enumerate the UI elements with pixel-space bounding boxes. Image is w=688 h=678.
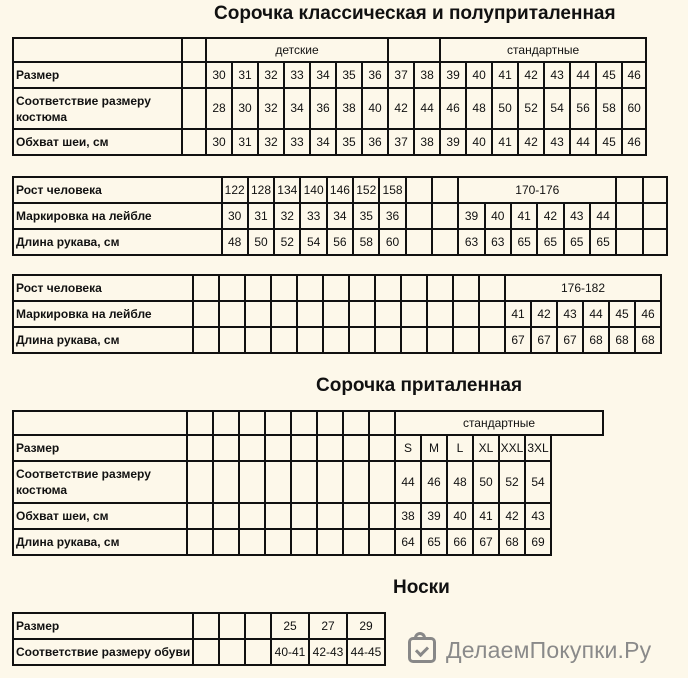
cell: 35	[336, 129, 362, 155]
empty-cell	[343, 503, 369, 529]
empty-cell	[388, 38, 440, 62]
empty-cell	[265, 529, 291, 555]
cell: 40	[485, 203, 511, 229]
row-label-size: Размер	[13, 435, 187, 461]
cell: 45	[609, 301, 635, 327]
cell: 64	[395, 529, 421, 555]
cell: 42	[537, 203, 563, 229]
cell: 44-45	[347, 639, 385, 665]
cell: 34	[310, 62, 336, 88]
cell: 54	[525, 461, 551, 503]
title-socks: Носки	[393, 577, 450, 598]
cell-height-range: 176-182	[505, 275, 661, 301]
empty-cell	[427, 275, 453, 301]
empty-cell	[343, 461, 369, 503]
empty-cell	[239, 461, 265, 503]
cell: 36	[362, 62, 388, 88]
empty-cell	[193, 327, 219, 353]
cell: 31	[248, 203, 274, 229]
cell	[432, 177, 458, 203]
empty-cell	[643, 177, 667, 203]
cell: 50	[492, 88, 518, 129]
cell: 44	[570, 129, 596, 155]
cell: 54	[544, 88, 570, 129]
watermark	[408, 632, 651, 668]
cell: 48	[447, 461, 473, 503]
group-header-standard: стандартные	[440, 38, 646, 62]
cell: 39	[458, 203, 484, 229]
empty-cell	[245, 301, 271, 327]
cell: 32	[258, 62, 284, 88]
cell: 36	[362, 129, 388, 155]
cell: 35	[353, 203, 379, 229]
empty-cell	[401, 275, 427, 301]
cell: 41	[492, 129, 518, 155]
empty-cell	[479, 327, 505, 353]
empty-cell	[239, 529, 265, 555]
height-sleeve-table-1	[12, 176, 668, 256]
cell: 31	[232, 62, 258, 88]
empty-cell	[245, 275, 271, 301]
empty-cell	[291, 411, 317, 435]
row-label-neck: Обхват шеи, см	[13, 503, 187, 529]
cell: 66	[447, 529, 473, 555]
cell: 67	[473, 529, 499, 555]
cell: 34	[310, 129, 336, 155]
empty-cell	[182, 62, 206, 88]
cell	[432, 229, 458, 255]
empty-cell	[193, 275, 219, 301]
empty-cell	[291, 461, 317, 503]
empty-cell	[349, 275, 375, 301]
empty-cell	[343, 435, 369, 461]
cell: 140	[300, 177, 326, 203]
empty-cell	[219, 613, 245, 639]
row-label-size: Размер	[13, 613, 193, 639]
empty-cell	[219, 275, 245, 301]
cell	[643, 229, 667, 255]
cell: 134	[274, 177, 300, 203]
fitted-shirt-size-table	[12, 410, 630, 556]
cell: 56	[327, 229, 353, 255]
cell: 46	[635, 301, 661, 327]
empty-cell	[375, 301, 401, 327]
empty-cell	[271, 275, 297, 301]
empty-cell	[317, 503, 343, 529]
cell: 41	[511, 203, 537, 229]
cell: 42	[388, 88, 414, 129]
cell: 37	[388, 62, 414, 88]
cell-height-range: 170-176	[458, 177, 616, 203]
cell: 40-41	[271, 639, 309, 665]
cell: 58	[353, 229, 379, 255]
empty-cell	[317, 461, 343, 503]
empty-cell	[193, 301, 219, 327]
cell: 67	[505, 327, 531, 353]
cell: 42	[518, 129, 544, 155]
empty-cell	[13, 38, 182, 62]
cell: 30	[222, 203, 248, 229]
cell: 67	[557, 327, 583, 353]
row-label-height: Рост человека	[13, 275, 193, 301]
cell: 30	[206, 129, 232, 155]
cell: 58	[596, 88, 622, 129]
empty-cell	[239, 411, 265, 435]
cell: 38	[336, 88, 362, 129]
cell: 46	[622, 62, 646, 88]
cell: 44	[570, 62, 596, 88]
empty-cell	[265, 461, 291, 503]
empty-cell	[369, 411, 395, 435]
empty-cell	[427, 327, 453, 353]
cell: 39	[421, 503, 447, 529]
empty-cell	[369, 503, 395, 529]
empty-cell	[213, 411, 239, 435]
cell: 40	[447, 503, 473, 529]
empty-cell	[369, 461, 395, 503]
empty-cell	[213, 529, 239, 555]
row-label-label-marking: Маркировка на лейбле	[13, 301, 193, 327]
cell: 45	[596, 62, 622, 88]
cell: 43	[564, 203, 590, 229]
cell: 44	[583, 301, 609, 327]
group-header-children: детские	[206, 38, 388, 62]
row-label-suit-size: Соответствие размеру костюма	[13, 461, 187, 503]
cell: 52	[274, 229, 300, 255]
cell: 43	[525, 503, 551, 529]
empty-cell	[479, 301, 505, 327]
empty-cell	[317, 411, 343, 435]
cell: 68	[583, 327, 609, 353]
cell: 56	[570, 88, 596, 129]
group-header-standard: стандартные	[395, 411, 603, 435]
cell	[406, 177, 432, 203]
cell: 69	[525, 529, 551, 555]
cell: 38	[395, 503, 421, 529]
empty-cell	[239, 503, 265, 529]
empty-cell	[291, 503, 317, 529]
cell: XXL	[499, 435, 525, 461]
empty-cell	[427, 301, 453, 327]
empty-cell	[453, 301, 479, 327]
cell: 44	[590, 203, 616, 229]
empty-cell	[291, 435, 317, 461]
empty-cell	[213, 503, 239, 529]
cell: 60	[622, 88, 646, 129]
cell: 39	[440, 129, 466, 155]
empty-cell	[369, 435, 395, 461]
empty-cell	[219, 639, 245, 665]
cell: 146	[327, 177, 353, 203]
empty-cell	[265, 503, 291, 529]
empty-cell	[453, 275, 479, 301]
cell: 68	[499, 529, 525, 555]
cell	[616, 203, 642, 229]
cell: 48	[222, 229, 248, 255]
empty-cell	[291, 529, 317, 555]
cell: 30	[206, 62, 232, 88]
empty-cell	[479, 275, 505, 301]
empty-cell	[213, 461, 239, 503]
cell: 36	[310, 88, 336, 129]
empty-cell	[187, 529, 213, 555]
cell	[616, 229, 642, 255]
cell: 65	[564, 229, 590, 255]
cell: XL	[473, 435, 499, 461]
cell: 25	[271, 613, 309, 639]
watermark-text: ДелаемПокупки.Ру	[446, 636, 652, 663]
cell: 42	[531, 301, 557, 327]
cell	[643, 203, 667, 229]
cell: 33	[284, 62, 310, 88]
cell: 63	[485, 229, 511, 255]
cell: 65	[421, 529, 447, 555]
empty-cell	[369, 529, 395, 555]
cell: 42	[499, 503, 525, 529]
cell: 41	[505, 301, 531, 327]
cell: 63	[458, 229, 484, 255]
row-label-shoe-size: Соответствие размеру обуви	[13, 639, 193, 665]
shopping-bag-check-icon	[408, 637, 436, 663]
cell	[406, 203, 432, 229]
empty-cell	[616, 177, 642, 203]
cell: 37	[388, 129, 414, 155]
cell: 65	[511, 229, 537, 255]
cell: 39	[440, 62, 466, 88]
empty-cell	[265, 411, 291, 435]
row-label-height: Рост человека	[13, 177, 222, 203]
cell: 38	[414, 129, 440, 155]
empty-cell	[401, 301, 427, 327]
cell: 65	[537, 229, 563, 255]
empty-cell	[187, 461, 213, 503]
cell: 65	[590, 229, 616, 255]
cell: 50	[473, 461, 499, 503]
socks-size-table	[12, 612, 386, 666]
row-label-label-marking: Маркировка на лейбле	[13, 203, 222, 229]
cell: L	[447, 435, 473, 461]
empty-cell	[317, 435, 343, 461]
cell: 48	[466, 88, 492, 129]
empty-cell	[271, 301, 297, 327]
cell: 68	[635, 327, 661, 353]
empty-cell	[297, 301, 323, 327]
empty-cell	[193, 639, 219, 665]
empty-cell	[213, 435, 239, 461]
row-label-size: Размер	[13, 62, 182, 88]
empty-cell	[323, 301, 349, 327]
cell: M	[421, 435, 447, 461]
empty-cell	[349, 327, 375, 353]
cell: 60	[379, 229, 405, 255]
cell: 158	[379, 177, 405, 203]
cell: 43	[544, 129, 570, 155]
cell: 32	[258, 129, 284, 155]
cell: 27	[309, 613, 347, 639]
cell: 40	[362, 88, 388, 129]
empty-cell	[297, 327, 323, 353]
cell: 29	[347, 613, 385, 639]
cell: 42-43	[309, 639, 347, 665]
empty-cell	[317, 529, 343, 555]
empty-cell	[219, 327, 245, 353]
empty-cell	[245, 639, 271, 665]
classic-shirt-size-table	[12, 37, 647, 156]
cell: 46	[622, 129, 646, 155]
cell: 122	[222, 177, 248, 203]
cell: 40	[466, 129, 492, 155]
empty-cell	[187, 435, 213, 461]
cell: 30	[232, 88, 258, 129]
empty-cell	[182, 88, 206, 129]
empty-cell	[271, 327, 297, 353]
cell: 33	[300, 203, 326, 229]
cell: 68	[609, 327, 635, 353]
cell: 128	[248, 177, 274, 203]
empty-cell	[187, 503, 213, 529]
empty-cell	[239, 435, 265, 461]
empty-cell	[245, 613, 271, 639]
empty-cell	[219, 301, 245, 327]
empty-cell	[245, 327, 271, 353]
cell: 52	[518, 88, 544, 129]
cell: 35	[336, 62, 362, 88]
cell: 43	[544, 62, 570, 88]
cell: 54	[300, 229, 326, 255]
cell: S	[395, 435, 421, 461]
cell: 46	[440, 88, 466, 129]
cell: 46	[421, 461, 447, 503]
cell: 152	[353, 177, 379, 203]
row-label-sleeve: Длина рукава, см	[13, 529, 187, 555]
cell: 41	[473, 503, 499, 529]
cell: 28	[206, 88, 232, 129]
empty-cell	[401, 327, 427, 353]
row-label-neck: Обхват шеи, см	[13, 129, 182, 155]
cell: 40	[466, 62, 492, 88]
cell: 33	[284, 129, 310, 155]
empty-cell	[265, 435, 291, 461]
cell: 34	[284, 88, 310, 129]
empty-cell	[375, 327, 401, 353]
cell: 3XL	[525, 435, 551, 461]
cell: 44	[414, 88, 440, 129]
cell: 44	[395, 461, 421, 503]
cell: 52	[499, 461, 525, 503]
cell: 41	[492, 62, 518, 88]
cell	[432, 203, 458, 229]
cell: 36	[379, 203, 405, 229]
cell: 34	[327, 203, 353, 229]
title-fitted-shirt: Сорочка приталенная	[316, 375, 523, 396]
cell: 42	[518, 62, 544, 88]
row-label-suit-size: Соответствие размеру костюма	[13, 88, 182, 129]
empty-cell	[187, 411, 213, 435]
cell	[406, 229, 432, 255]
cell: 50	[248, 229, 274, 255]
empty-cell	[375, 275, 401, 301]
empty-cell	[182, 38, 206, 62]
cell: 32	[274, 203, 300, 229]
row-label-sleeve: Длина рукава, см	[13, 327, 193, 353]
cell: 45	[596, 129, 622, 155]
empty-cell	[323, 327, 349, 353]
empty-cell	[13, 411, 187, 435]
row-label-sleeve: Длина рукава, см	[13, 229, 222, 255]
cell: 32	[258, 88, 284, 129]
height-sleeve-table-2	[12, 274, 662, 354]
empty-cell	[182, 129, 206, 155]
empty-cell	[453, 327, 479, 353]
empty-cell	[193, 613, 219, 639]
empty-cell	[343, 529, 369, 555]
empty-cell	[323, 275, 349, 301]
empty-cell	[349, 301, 375, 327]
cell: 43	[557, 301, 583, 327]
empty-cell	[343, 411, 369, 435]
cell: 31	[232, 129, 258, 155]
cell: 38	[414, 62, 440, 88]
title-classic-shirt: Сорочка классическая и полуприталенная	[214, 3, 616, 24]
cell: 67	[531, 327, 557, 353]
empty-cell	[297, 275, 323, 301]
